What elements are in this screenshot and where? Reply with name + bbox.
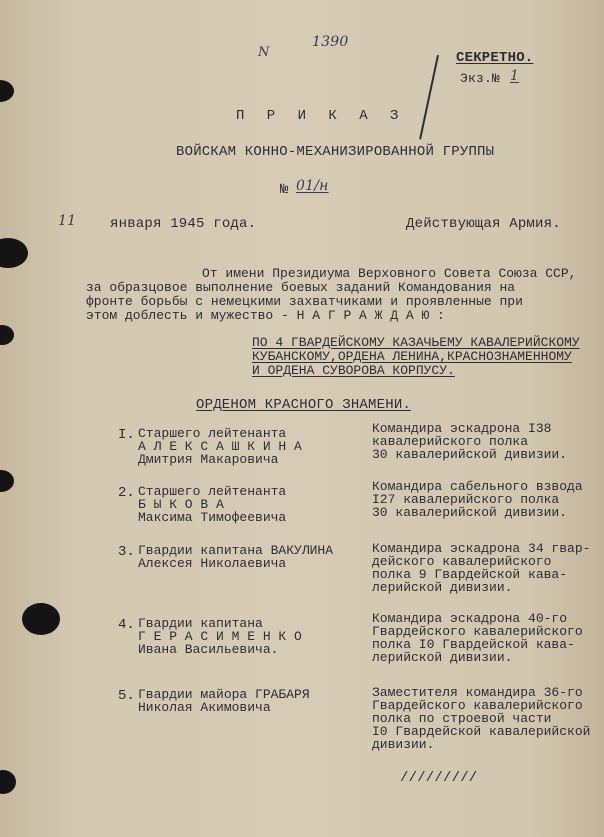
awardee-name xyxy=(138,688,310,714)
unit-heading-line: И ОРДЕНА СУВОРОВА КОРПУСУ. xyxy=(252,363,455,378)
award-heading: ОРДЕНОМ КРАСНОГО ЗНАМЕНИ. xyxy=(196,397,412,413)
awardee-number: I. xyxy=(118,427,135,443)
position-line: лерийской дивизии. xyxy=(372,650,513,665)
awardee-name-line: Гвардии капитана ВАКУЛИНА xyxy=(138,543,334,558)
unit-heading-line: ПО 4 ГВАРДЕЙСКОМУ КАЗАЧЬЕМУ КАВАЛЕРИЙСКОМУ xyxy=(252,335,580,350)
punch-hole xyxy=(0,770,16,794)
punch-hole xyxy=(22,603,60,635)
position-line: Гвардейского кавалерийского xyxy=(372,624,583,639)
copy-number: 1 xyxy=(510,68,520,84)
awardee-surname: А Л Е К С А Ш К И Н А xyxy=(138,439,302,454)
position-line: Командира эскадрона 40-го xyxy=(372,611,568,626)
date-text: января 1945 года. xyxy=(110,216,257,232)
date-day: 11 xyxy=(58,213,77,229)
unit-heading-line: КУБАНСКОМУ,ОРДЕНА ЛЕНИНА,КРАСНОЗНАМЕННОМУ xyxy=(252,349,572,364)
punch-hole xyxy=(0,325,14,345)
awardee-position xyxy=(372,542,590,594)
punch-hole xyxy=(0,238,28,268)
awardee-name-line: Старшего лейтенанта xyxy=(138,484,287,499)
archive-number: 1390 xyxy=(312,34,349,50)
position-line: полка I0 Гвардейской кава- xyxy=(372,637,575,652)
awardee-name xyxy=(138,617,302,656)
awardee-number: 3. xyxy=(118,544,135,560)
awardee-surname: Б Ы К О В А xyxy=(138,497,224,512)
position-line: 30 кавалерийской дивизии. xyxy=(372,447,568,462)
awardee-name xyxy=(138,544,333,570)
position-line: I0 Гвардейской кавалерийской xyxy=(372,724,591,739)
awardee-name-line: Алексея Николаевича xyxy=(138,556,287,571)
order-title: П Р И К А З xyxy=(236,108,406,124)
punch-hole xyxy=(0,80,14,102)
order-number-label: № xyxy=(280,182,289,198)
awardee-number: 4. xyxy=(118,617,135,633)
awardee-surname: Г Е Р А С И М Е Н К О xyxy=(138,629,302,644)
position-line: Командира сабельного взвода xyxy=(372,479,583,494)
position-line: полка по строевой части xyxy=(372,711,552,726)
position-line: лерийской дивизии. xyxy=(372,580,513,595)
preamble-line: этом доблесть и мужество - Н А Г Р А Ж Д А Ю : xyxy=(86,308,445,323)
awardee-name xyxy=(138,427,302,466)
order-number: 01/н xyxy=(296,178,329,194)
awardee-name-line: Ивана Васильевича. xyxy=(138,642,279,657)
position-line: Заместителя командира 36-го xyxy=(372,685,583,700)
position-line: Командира эскадрона 34 гвар- xyxy=(372,541,591,556)
position-line: I27 кавалерийского полка xyxy=(372,492,560,507)
position-line: кавалерийского полка xyxy=(372,434,529,449)
awardee-name-line: Николая Акимовича xyxy=(138,700,271,715)
position-line: полка 9 Гвардейской кава- xyxy=(372,567,568,582)
awardee-position xyxy=(372,422,567,461)
awardee-position xyxy=(372,612,583,664)
awardee-name-line: Дмитрия Макаровича xyxy=(138,452,279,467)
classification-label: СЕКРЕТНО. xyxy=(456,50,534,66)
position-line: 30 кавалерийской дивизии. xyxy=(372,505,568,520)
preamble-line: за образцовое выполнение боевых заданий Командования на xyxy=(86,280,516,295)
position-line: дейского кавалерийского xyxy=(372,554,552,569)
preamble-line: От имени Президиума Верховного Совета Союза ССР, xyxy=(202,266,577,281)
archive-mark: N xyxy=(258,45,270,60)
awardee-number: 5. xyxy=(118,688,135,704)
awardee-name-line: Максима Тимофеевича xyxy=(138,510,287,525)
position-line: Гвардейского кавалерийского xyxy=(372,698,583,713)
awardee-position xyxy=(372,480,583,519)
preamble-line: фронте борьбы с немецкими захватчиками и проявленные при xyxy=(86,294,523,309)
position-line: Командира эскадрона I38 xyxy=(372,421,552,436)
unit-heading xyxy=(252,336,580,378)
position-line: дивизии. xyxy=(372,737,435,752)
awardee-position xyxy=(372,686,590,751)
awardee-number: 2. xyxy=(118,485,135,501)
copy-label: Экз.№ xyxy=(460,71,501,86)
awardee-name-line: Гвардии майора ГРАБАРЯ xyxy=(138,687,310,702)
awardee-name xyxy=(138,485,286,524)
order-recipient: ВОЙСКАМ КОННО-МЕХАНИЗИРОВАННОЙ ГРУППЫ xyxy=(176,144,495,160)
preamble-block xyxy=(86,267,576,323)
end-marks: ///////// xyxy=(400,770,478,786)
pen-stroke xyxy=(419,55,439,140)
place-text: Действующая Армия. xyxy=(406,216,561,232)
awardee-name-line: Гвардии капитана xyxy=(138,616,263,631)
awardee-name-line: Старшего лейтенанта xyxy=(138,426,287,441)
punch-hole xyxy=(0,470,14,492)
